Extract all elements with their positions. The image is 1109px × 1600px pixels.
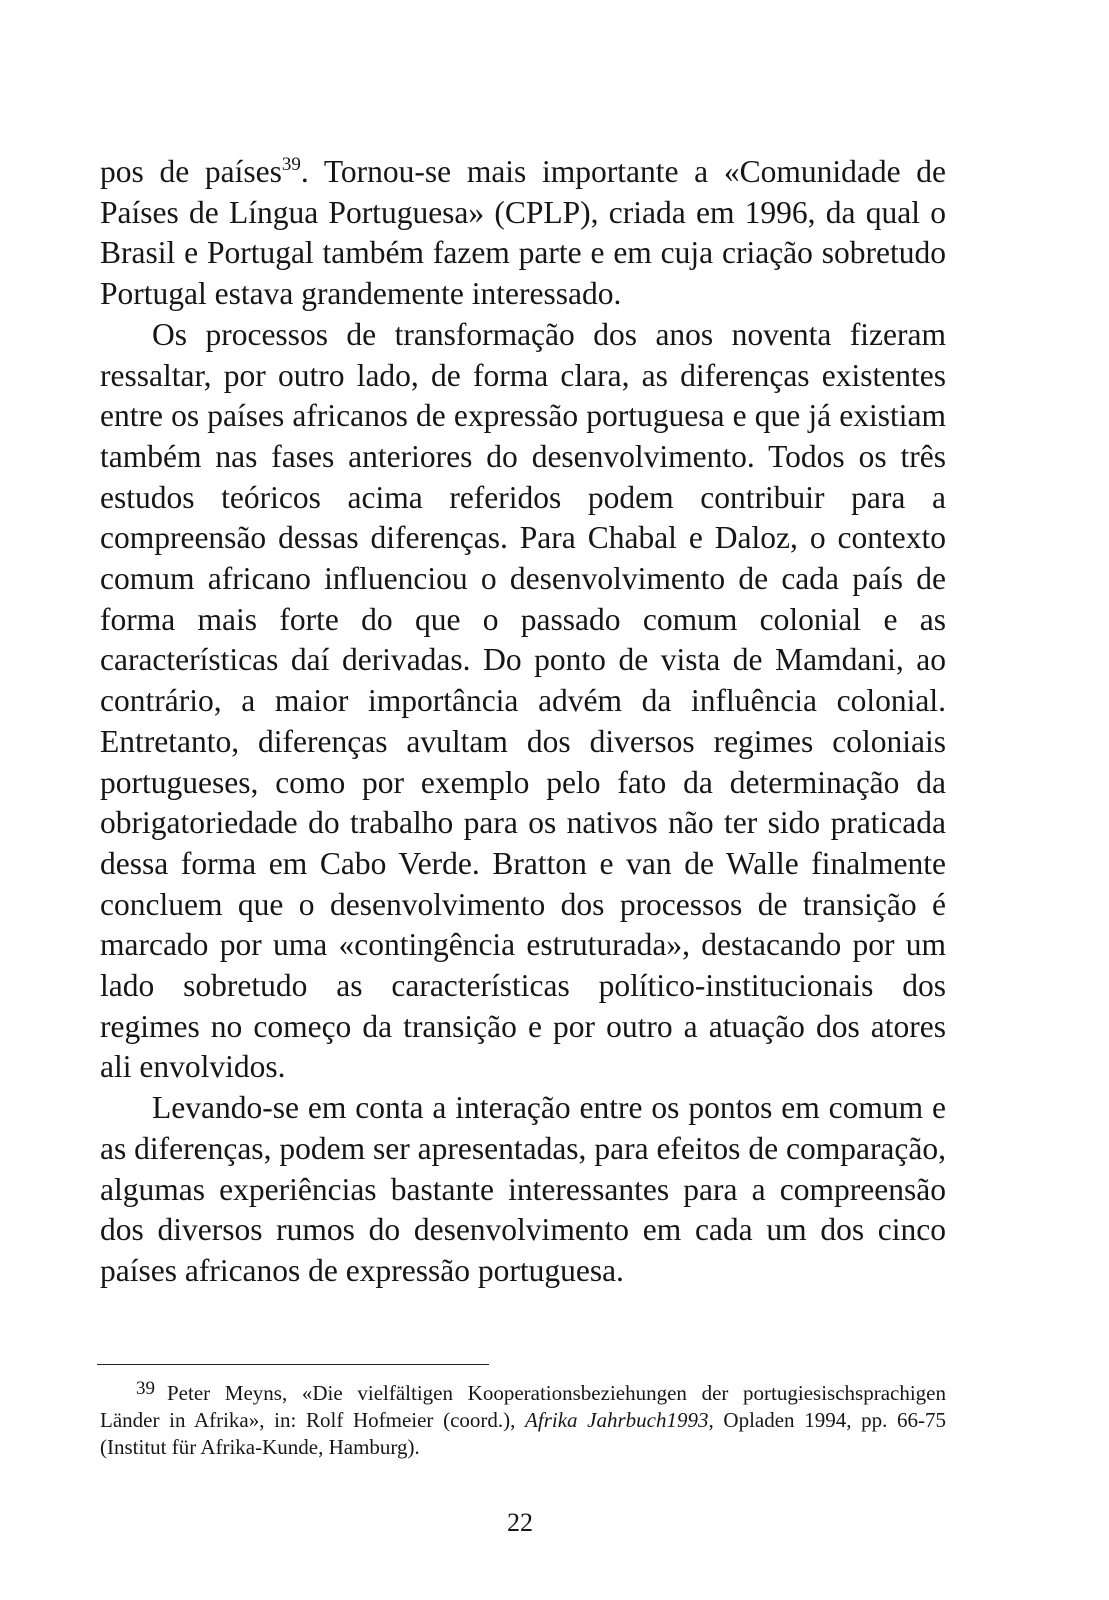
footnote-reference: 39: [281, 154, 301, 175]
footnote-number: 39: [136, 1378, 155, 1399]
footnote-title: Afrika Jahrbuch1993: [525, 1408, 709, 1432]
paragraph-3: Levando-se em conta a interação entre os pontos em comum e as diferenças, podem ser apresentadas, para efeitos de comparação, algumas experiências bastante interessantes para a compreensão dos diversos rumos do desenvolvimento em cada um dos cinco países africanos de expressão portuguesa.: [100, 1090, 946, 1288]
footnote-separator: [97, 1364, 489, 1365]
page-number: 22: [507, 1508, 533, 1537]
footnote-text-after: , Opladen 1994, pp. 66-75 (Institut für Afrika-Kunde, Hamburg).: [100, 1408, 946, 1459]
paragraph-1-lead: pos de países: [100, 154, 282, 189]
paragraph-1: [100, 152, 946, 315]
body-text: [100, 152, 946, 1292]
footnote: [100, 1380, 946, 1461]
paragraph-2: Os processos de transformação dos anos noventa fizeram ressaltar, por outro lado, de forma clara, as diferenças existentes entre os países africanos de expressão portuguesa e que já existiam também nas fases anteriores do desenvolvimento. Todos os três estudos teóricos acima referidos podem contribuir para a compreensão dessas diferenças. Para Chabal e Daloz, o contexto comum africano influenciou o desenvolvimento de cada país de forma mais forte do que o passado comum colonial e as características daí derivadas. Do ponto de vista de Mamdani, ao contrário, a maior importância advém da influência colonial. Entretanto, diferenças avultam dos diversos regimes coloniais portugueses, como por exemplo pelo fato da determinação da obrigatoriedade do trabalho para os nativos não ter sido praticada dessa forma em Cabo Verde. Bratton e van de Walle finalmente concluem que o desenvolvimento dos processos de transição é marcado por uma «contingência estruturada», destacando por um lado sobretudo as características político-institucionais dos regimes no começo da transição e por outro a atuação dos atores ali envolvidos.: [100, 316, 946, 1085]
paragraph-1-rest: . Tornou-se mais importante a «Comunidade de Países de Língua Portuguesa» (CPLP), criada em 1996, da qual o Brasil e Portugal também fazem parte e em cuja criação sobretudo Portugal estava grandemente interessado.: [100, 154, 946, 312]
footnote-text-before: Peter Meyns, «Die vielfältigen Kooperationsbeziehungen der portugiesischsprachigen Länder in Afrika», in: Rolf Hofmeier (coord.),: [100, 1381, 946, 1432]
